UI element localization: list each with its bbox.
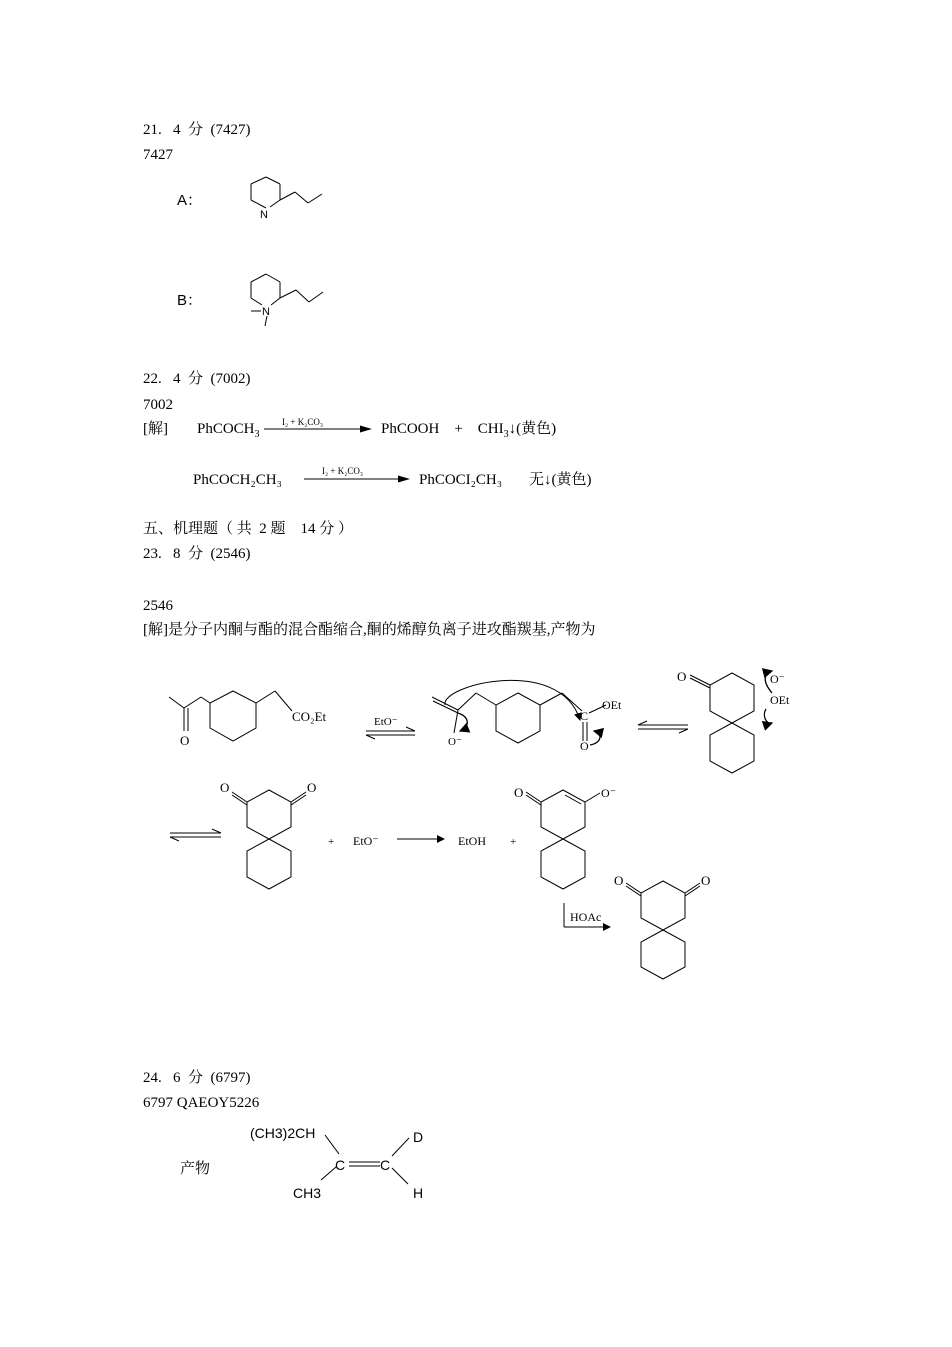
ester-label: CO₂Et bbox=[292, 709, 327, 724]
q22-r2-reagent: I₂ + K₂CO₃ bbox=[322, 466, 363, 476]
enolate-dione-oxide: O⁻ bbox=[601, 786, 616, 800]
ketone-oxygen-label: O bbox=[180, 733, 190, 748]
dione-enolate bbox=[526, 790, 600, 889]
plus-sign-1: + bbox=[328, 836, 335, 848]
ethoxy-label: OEt bbox=[602, 698, 622, 712]
product-oxygen-right: O bbox=[701, 873, 711, 888]
q22-r2-arrow bbox=[300, 464, 412, 486]
q21-structure-a bbox=[240, 170, 340, 225]
q24-deuterium-label: D bbox=[413, 1129, 424, 1145]
q22-r2-note: 无↓(黄色) bbox=[529, 472, 592, 488]
spiro-dione bbox=[232, 790, 306, 889]
dione-oxygen-right: O bbox=[307, 780, 317, 795]
q21-b-label: B： bbox=[177, 292, 203, 309]
q24-methyl-label: CH3 bbox=[293, 1185, 322, 1201]
q22-r2-product: PhCOCI₂CH₃ bbox=[419, 472, 502, 488]
enolate-dione-oxygen: O bbox=[514, 785, 524, 800]
spiro-ketone-oxygen-label: O bbox=[677, 669, 687, 684]
enolate-oxygen-label: O⁻ bbox=[448, 736, 462, 748]
carbonyl-carbon-label: C bbox=[580, 709, 589, 723]
q24-header: 24. 6 分 (6797) bbox=[143, 1070, 251, 1086]
q24-hydrogen-label: H bbox=[413, 1185, 424, 1201]
ethoxide-base-label: EtO⁻ bbox=[353, 834, 379, 848]
q23-explanation: [解]是分子内酮与酯的混合酯缩合,酮的烯醇负离子进攻酯羰基,产物为 bbox=[143, 622, 596, 638]
q22-header: 22. 4 分 (7002) bbox=[143, 371, 251, 387]
q21-a-label: A： bbox=[177, 192, 203, 209]
q24-alkene-structure bbox=[245, 1120, 445, 1205]
q21-a-n-atom: N bbox=[260, 209, 268, 221]
q24-isopropyl-label: (CH3)2CH bbox=[250, 1125, 316, 1141]
q22-r1-product: PhCOOH + $CHI_3↓$(黄色) bbox=[381, 421, 557, 440]
leaving-ethoxy-label: OEt bbox=[770, 693, 790, 707]
q22-solution-tag: [解] bbox=[143, 421, 168, 437]
equilibrium-arrow-1 bbox=[366, 727, 415, 739]
final-spiro-dione-product bbox=[626, 881, 700, 979]
q23-mechanism-scheme bbox=[140, 645, 820, 985]
q22-r1-reagent: I₂ + K₂CO₃ bbox=[282, 417, 323, 427]
q22-r2-reactant: PhCOCH₂CH₃ bbox=[193, 472, 282, 488]
carbonyl-oxygen-label: O bbox=[580, 739, 589, 753]
q21-header: 21. 4 分 (7427) bbox=[143, 122, 251, 138]
q24-carbon-right: C bbox=[380, 1157, 391, 1173]
section5-title: 五、机理题（ 共 2 题 14 分 ） bbox=[143, 521, 354, 537]
q22-code: 7002 bbox=[143, 397, 173, 413]
q24-carbon-left: C bbox=[335, 1157, 346, 1173]
q23-header: 23. 8 分 (2546) bbox=[143, 546, 251, 562]
tetrahedral-intermediate bbox=[690, 671, 772, 773]
plus-sign-2: + bbox=[510, 836, 517, 848]
q24-code: 6797 QAEOY5226 bbox=[143, 1095, 260, 1111]
equilibrium-arrow-2 bbox=[638, 721, 688, 733]
hoac-reagent-label: HOAc bbox=[570, 910, 602, 924]
q24-product-label: 产物 bbox=[180, 1161, 211, 1177]
q21-code: 7427 bbox=[143, 147, 173, 163]
ethanol-label: EtOH bbox=[458, 834, 486, 848]
dione-oxygen-left: O bbox=[220, 780, 230, 795]
q22-r1-reactant: PhCOCH$_3$ bbox=[197, 421, 260, 440]
equilibrium-arrow-3 bbox=[170, 829, 221, 841]
q21-structure-b bbox=[240, 268, 350, 333]
q23-code: 2546 bbox=[143, 598, 173, 614]
alkoxide-label: O⁻ bbox=[770, 672, 785, 686]
q22-r1-arrow bbox=[262, 414, 374, 436]
product-oxygen-left: O bbox=[614, 873, 624, 888]
q21-b-n-atom: N bbox=[262, 306, 270, 318]
ethoxide-reagent-label: EtO⁻ bbox=[374, 716, 398, 728]
